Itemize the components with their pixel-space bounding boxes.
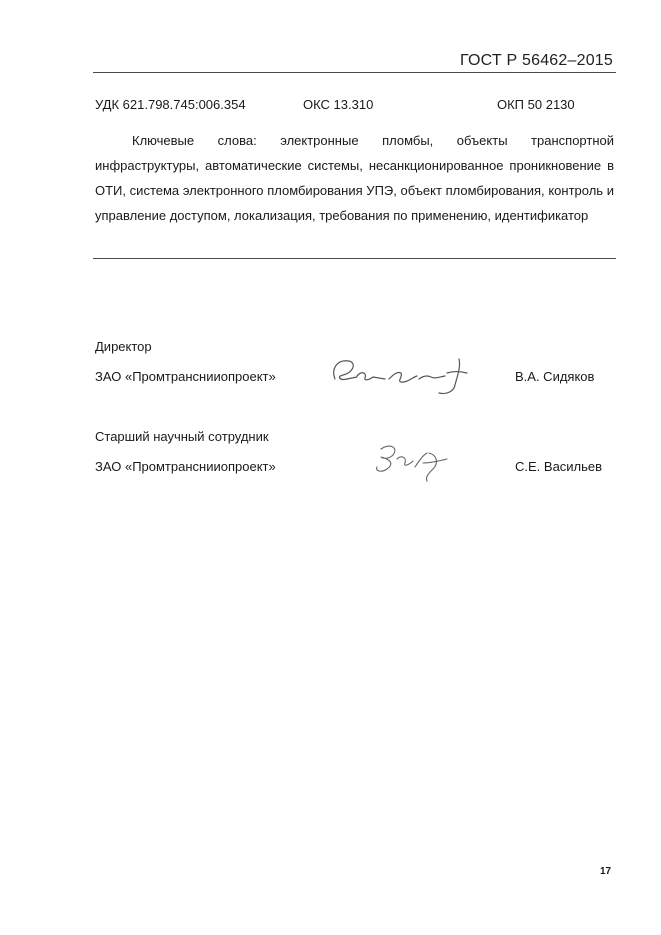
signatory-position: Старший научный сотрудник: [95, 429, 269, 444]
signatory-organization: ЗАО «Промтранснииопроект»: [95, 369, 276, 384]
keywords-paragraph: Ключевые слова: электронные пломбы, объекты транспортной инфраструктуры, автоматические системы, несанкционированное проникновение в ОТИ, система электронного пломбирования УПЭ, объект пломбирования, контроль и управление доступом, локализация, требования по применению, идентификатор: [95, 133, 614, 223]
oks-code: ОКС 13.310: [303, 97, 374, 112]
handwritten-signature: [327, 349, 477, 399]
signatory-name: С.Е. Васильев: [515, 459, 603, 474]
okp-code: ОКП 50 2130: [497, 97, 575, 112]
udk-code: УДК 621.798.745:006.354: [95, 97, 246, 112]
page-number: 17: [600, 866, 612, 877]
standard-designation: ГОСТ Р 56462–2015: [460, 52, 613, 69]
signatory-organization: ЗАО «Промтранснииопроект»: [95, 459, 276, 474]
signatory-name: В.А. Сидяков: [515, 369, 595, 384]
handwritten-signature: [367, 437, 457, 485]
signatory-position: Директор: [95, 339, 152, 354]
keywords-rule: [93, 258, 616, 259]
header-rule: [93, 72, 616, 73]
